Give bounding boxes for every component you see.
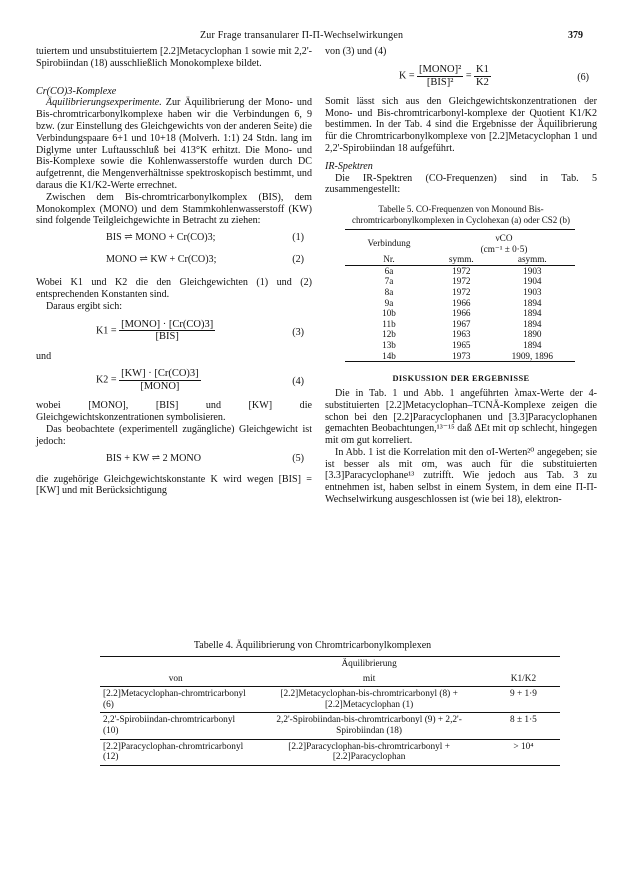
table-5-row xyxy=(345,351,575,362)
table-5-cell-nr: 7a xyxy=(384,276,394,287)
table-4-cell-von: [2.2]Metacyclophan-chromtricarbonyl (6) xyxy=(100,687,251,713)
table-5-cell-sym: 1966 xyxy=(452,308,471,319)
table-4-col-k: K1/K2 xyxy=(487,672,560,687)
table-5-header-nr: Nr. xyxy=(345,254,433,265)
table-5-row xyxy=(345,287,575,298)
discussion-paragraph-1: Die in Tab. 1 und Abb. 1 angeführten λmax-Werte der 4-substituierten [2.2]Metacyclophan–TCNÄ-Komplexe zeigen die schon bei den [2.2]Paracyclophanen und [3.3]Paracyclophanen gemachten Beobachtungen,¹³⁻¹⁵ daß ΔEt mit σp schlecht, hingegen mit σm gut korreliert. xyxy=(325,387,597,447)
right-intro-paragraph: von (3) und (4) xyxy=(325,46,387,57)
concentration-paragraph: wobei [MONO], [BIS] und [KW] die Gleichgewichtskonzentrationen symbolisieren. xyxy=(36,400,312,424)
equation-6-k2: K2 xyxy=(476,76,489,88)
table-4 xyxy=(100,656,560,766)
table-5-header-unit: (cm⁻¹ ± 0·5) xyxy=(480,243,528,254)
table-5-cell-nr: 10b xyxy=(382,308,396,319)
equation-6 xyxy=(325,62,597,92)
equation-2 xyxy=(36,249,312,271)
equation-3-fraction xyxy=(119,319,215,344)
table-5-cell-asym: 1904 xyxy=(523,276,542,287)
equation-3-number: (3) xyxy=(292,326,304,338)
table-4-row xyxy=(100,713,560,739)
table-5-cell-nr: 13b xyxy=(382,339,396,350)
table-5-cell-asym: 1890 xyxy=(523,329,542,340)
constant-k-paragraph: die zugehörige Gleichgewichtskonstante K wird wegen [BIS] = [KW] und mit Berücksichtigung xyxy=(36,473,312,497)
equation-6-numerator: [MONO]² xyxy=(419,63,462,75)
table-4-cell-mit: 2,2'-Spirobiindan-bis-chromtricarbonyl (9) + 2,2'-Spirobiindan (18) xyxy=(251,713,487,739)
table-5-cell-nr: 9a xyxy=(384,297,394,308)
table-4-group-header: Äquilibrierung xyxy=(251,657,487,672)
equation-5 xyxy=(36,448,312,470)
equation-2-number: (2) xyxy=(292,254,304,266)
partial-equilibria-paragraph: Zwischen dem Bis-chromtricarbonylkomplex (BIS), dem Monokomplex (MONO) und dem Stammkohlenwasserstoff (KW) sind folgende Teilgleichgewichte in Betracht zu ziehen: xyxy=(36,191,312,227)
page-number: 379 xyxy=(568,30,583,41)
table-5-row xyxy=(345,298,575,309)
equation-6-fraction-b xyxy=(474,64,491,89)
running-title: Zur Frage transanularer Π-Π-Wechselwirkungen xyxy=(200,30,404,41)
equilibration-text: Zur Äquilibrierung der Mono- und Bis-chromtricarbonylkomplexe haben wir die Verbindungen 6, 9 bzw. (zur Einstellung des Gleichgewichts von der anderen Seite) die Verbindungspaare 6+1 und 10+18 (Molverh. 1:1) 24 Stdn. lang im Diglyme unter Luftausschluß bei 413°K erhitzt. Die Mono- und Bis-Komplexe sowie die Kohlenwasserstoffe wurden durch DC aufgetrennt, die Mengenverhältnisse spektroskopisch bestimmt, und daraus die K1/K2-Werte errechnet. xyxy=(36,97,312,191)
table-5-cell-asym: 1894 xyxy=(523,318,542,329)
equation-1-number: (1) xyxy=(292,232,304,244)
table-5-row xyxy=(345,265,575,276)
table-4-cell-mit: [2.2]Metacyclophan-bis-chromtricarbonyl (8) + [2.2]Metacyclophan (1) xyxy=(251,687,487,713)
quotient-paragraph: Somit lässt sich aus den Gleichgewichtskonzentrationen der Mono- und Bis-chromtricarbonyl-komplexe der Quotient K1/K2 bestimmen. In der Tab. 4 sind die Ergebnisse der Äquilibrierung für die Chromtricarbonylkomplexe von [2.2]Metacyclophan 1 und 2,2'-Spirobiindan 18 aufgeführt. xyxy=(325,95,597,154)
table-4-cell-k: 8 ± 1·5 xyxy=(487,713,560,739)
table-5-cell-asym: 1894 xyxy=(523,297,542,308)
table-5-cell-asym: 1894 xyxy=(523,308,542,319)
table-5-header-nu xyxy=(433,233,575,254)
table-4-col-mit: mit xyxy=(251,672,487,687)
table-5-caption: Tabelle 5. CO-Frequenzen von Monound Bis-chromtricarbonylkomplexen in Cyclohexan (a) oder CS2 (b) xyxy=(352,204,570,225)
table-5-cell-sym: 1973 xyxy=(452,350,471,361)
table-4-col-von: von xyxy=(100,672,251,687)
table-5-row xyxy=(345,308,575,319)
equation-6-lhs: K = xyxy=(399,70,415,82)
table-5-row xyxy=(345,329,575,340)
equilibration-lead: Äquilibrierungsexperimente. xyxy=(46,97,162,109)
equation-4 xyxy=(36,366,312,396)
table-4-cell-k: 9 + 1·9 xyxy=(487,687,560,713)
equation-4-number: (4) xyxy=(292,376,304,388)
table-4-cell-k: > 10⁴ xyxy=(487,739,560,765)
section-title-ir: IR-Spektren xyxy=(325,160,373,172)
table-5-cell-asym: 1903 xyxy=(523,286,542,297)
table-5-cell-sym: 1972 xyxy=(452,265,471,276)
equation-6-fraction-a xyxy=(417,64,463,89)
equation-5-body: BIS + KW ⇌ 2 MONO xyxy=(106,452,201,464)
table-4-cell-von: 2,2'-Spirobiindan-chromtricarbonyl (10) xyxy=(100,713,251,739)
equation-4-numerator: [KW] · [Cr(CO)3] xyxy=(121,368,199,380)
equation-2-body: MONO ⇌ KW + Cr(CO)3; xyxy=(106,254,217,266)
table-5-cell-nr: 11b xyxy=(382,318,396,329)
equation-3-numerator: [MONO] · [Cr(CO)3] xyxy=(121,318,214,330)
observed-equilibrium-paragraph: Das beobachtete (experimentell zugängliche) Gleichgewicht ist jedoch: xyxy=(36,423,312,447)
result-intro: Daraus ergibt sich: xyxy=(46,300,123,312)
left-column xyxy=(36,46,312,497)
section-title-cr-complexes: Cr(CO)3-Komplexe xyxy=(36,85,117,97)
equation-3-denominator: [BIS] xyxy=(155,331,179,343)
table-5-cell-nr: 14b xyxy=(382,350,396,361)
left-intro-paragraph: tuiertem und unsubstituiertem [2.2]Metacyclophan 1 sowie mit 2,2'-Spirobiindan (18) ausschließlich Monokomplexe bildet. xyxy=(36,46,312,69)
equation-4-lhs: K2 = xyxy=(96,374,117,386)
equation-1 xyxy=(36,227,312,249)
table-5-cell-nr: 8a xyxy=(384,286,394,297)
right-column xyxy=(325,46,597,506)
table-4-caption: Tabelle 4. Äquilibrierung von Chromtricarbonylkomplexen xyxy=(193,640,432,651)
table-5-cell-sym: 1963 xyxy=(452,329,471,340)
table-5-cell-nr: 6a xyxy=(384,265,394,276)
table-5-cell-nr: 12b xyxy=(382,329,396,340)
constants-paragraph: Wobei K1 und K2 die den Gleichgewichten (1) und (2) entsprechenden Konstanten sind. xyxy=(36,277,312,300)
table-5-cell-sym: 1967 xyxy=(452,318,471,329)
table-5-cell-asym: 1903 xyxy=(523,265,542,276)
table-5-header-compound: Verbindung xyxy=(367,238,411,249)
equation-6-number: (6) xyxy=(577,71,589,83)
table-4-cell-mit: [2.2]Paracyclophan-bis-chromtricarbonyl + [2.2]Paracyclophan xyxy=(251,739,487,765)
table-5-header-sym: symm. xyxy=(433,254,490,265)
table-5-cell-asym: 1909, 1896 xyxy=(511,350,553,361)
table-4-row xyxy=(100,687,560,713)
ir-paragraph: Die IR-Spektren (CO-Frequenzen) sind in Tab. 5 zusammengestellt: xyxy=(325,172,597,196)
table-5-row xyxy=(345,340,575,351)
equation-4-fraction xyxy=(119,368,201,393)
und-word: und xyxy=(36,350,52,362)
table-5-row xyxy=(345,319,575,330)
equation-5-number: (5) xyxy=(292,452,304,464)
table-4-row xyxy=(100,739,560,765)
table-5 xyxy=(345,229,575,365)
equilibration-paragraph xyxy=(36,97,312,191)
table-5-cell-sym: 1972 xyxy=(452,286,471,297)
table-5-header-asym: asymm. xyxy=(490,254,575,265)
equation-3-lhs: K1 = xyxy=(96,325,117,337)
equation-3 xyxy=(36,317,312,347)
table-5-cell-asym: 1894 xyxy=(523,339,542,350)
equation-1-body: BIS ⇌ MONO + Cr(CO)3; xyxy=(106,232,216,244)
discussion-heading: DISKUSSION DER ERGEBNISSE xyxy=(392,374,530,384)
equation-6-denominator: [BIS]² xyxy=(426,76,454,88)
table-5-cell-sym: 1972 xyxy=(452,276,471,287)
table-4-cell-von: [2.2]Paracyclophan-chromtricarbonyl (12) xyxy=(100,739,251,765)
discussion-paragraph-2: In Abb. 1 ist die Korrelation mit den σI-Werten²⁰ angegeben; sie ist besser als mit σm, was auch für die substituierten [3.3]Paracyclophane¹³ zutrifft. Wie jedoch aus Tab. 3 zu entnehmen ist, haben selbst in einem System, in dem eine Π-Π-Wechselwirkung ausgeschlossen ist (wie bei 18), elektron- xyxy=(325,446,597,506)
equation-6-equals: = xyxy=(465,70,472,82)
table-5-row xyxy=(345,276,575,287)
equation-6-k1: K1 xyxy=(476,63,489,75)
table-5-cell-sym: 1965 xyxy=(452,339,471,350)
table-5-cell-sym: 1966 xyxy=(452,297,471,308)
equation-4-denominator: [MONO] xyxy=(140,381,180,393)
table-5-header-nu-symbol: νCO xyxy=(495,232,513,243)
